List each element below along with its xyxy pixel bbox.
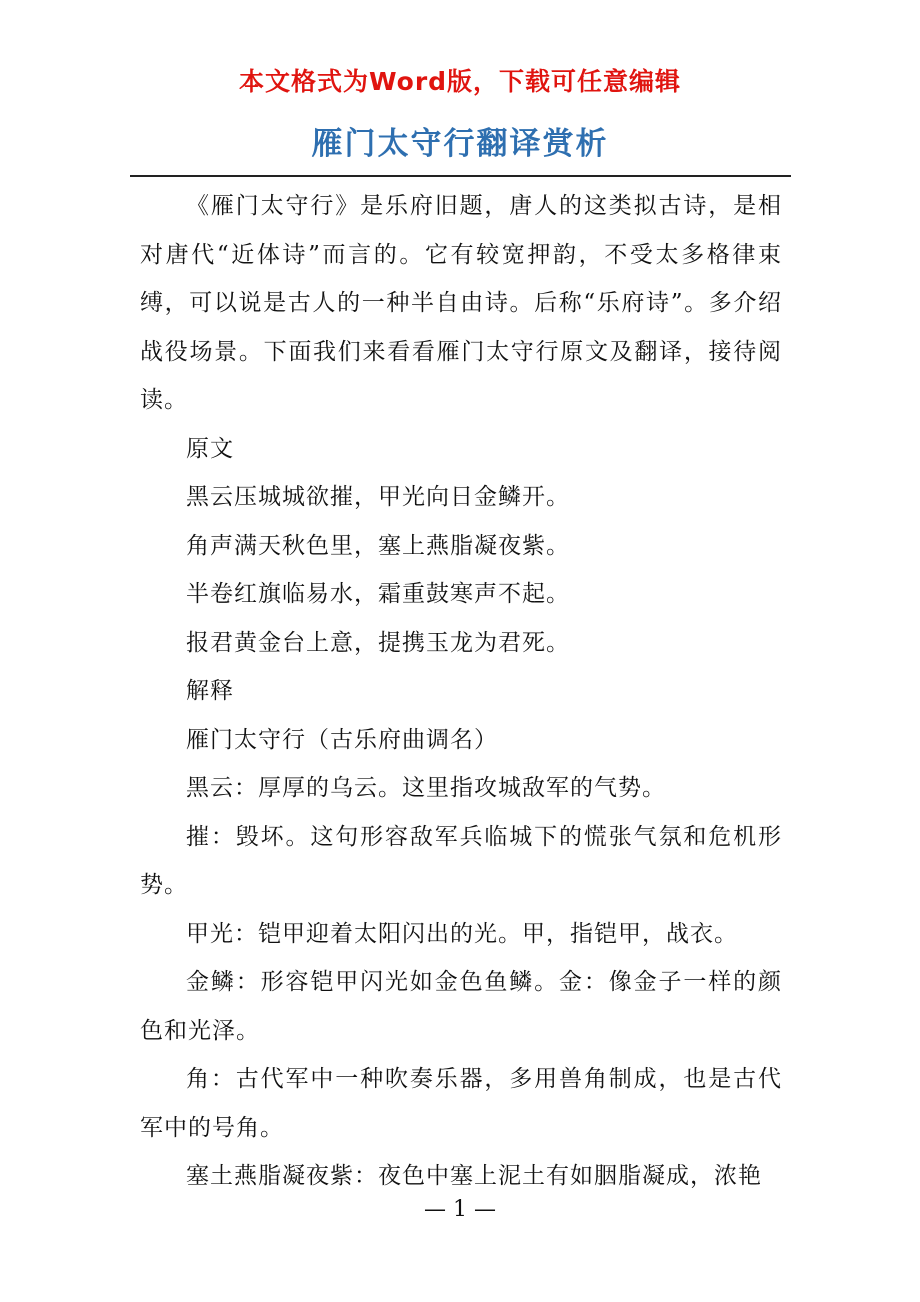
note-saitu: 塞土燕脂凝夜紫：夜色中塞上泥土有如胭脂凝成，浓艳: [186, 1163, 762, 1189]
poem-line-1: 黑云压城城欲摧，甲光向日金鳞开。: [186, 484, 570, 510]
format-notice: 本文格式为Word版，下载可任意编辑: [238, 67, 682, 96]
note-jiao: 角：古代军中一种吹奏乐器，多用兽角制成，也是古代军中的号角。: [140, 1066, 782, 1141]
note-jinlin: 金鳞：形容铠甲闪光如金色鱼鳞。金：像金子一样的颜色和光泽。: [140, 969, 782, 1044]
poem-line-4: 报君黄金台上意，提携玉龙为君死。: [186, 629, 570, 656]
heading-original-text: 原文: [186, 435, 234, 462]
poem-line-3: 半卷红旗临易水，霜重鼓寒声不起。: [186, 581, 570, 607]
title-divider: [130, 175, 791, 177]
poem-line-2: 角声满天秋色里，塞上燕脂凝夜紫。: [186, 532, 570, 559]
note-heiyun: 黑云：厚厚的乌云。这里指攻城敌军的气势。: [186, 775, 666, 801]
article-body: [140, 182, 782, 1201]
page-title: 雁门太守行翻译赏析: [311, 126, 609, 162]
page-number: — 1 —: [424, 1197, 496, 1222]
heading-explanation: 解释: [186, 678, 234, 704]
note-title: 雁门太守行（古乐府曲调名）: [186, 726, 498, 753]
note-cui: 摧：毁坏。这句形容敌军兵临城下的慌张气氛和危机形势。: [140, 823, 782, 898]
paragraph-intro: 《雁门太守行》是乐府旧题，唐人的这类拟古诗，是相对唐代“近体诗”而言的。它有较宽押韵，不受太多格律束缚，可以说是古人的一种半自由诗。后称“乐府诗”。多介绍战役场景。下面我们来看看雁门太守行原文及翻译，接待阅读。: [140, 193, 782, 413]
note-jiaguang: 甲光：铠甲迎着太阳闪出的光。甲，指铠甲，战衣。: [186, 920, 738, 947]
